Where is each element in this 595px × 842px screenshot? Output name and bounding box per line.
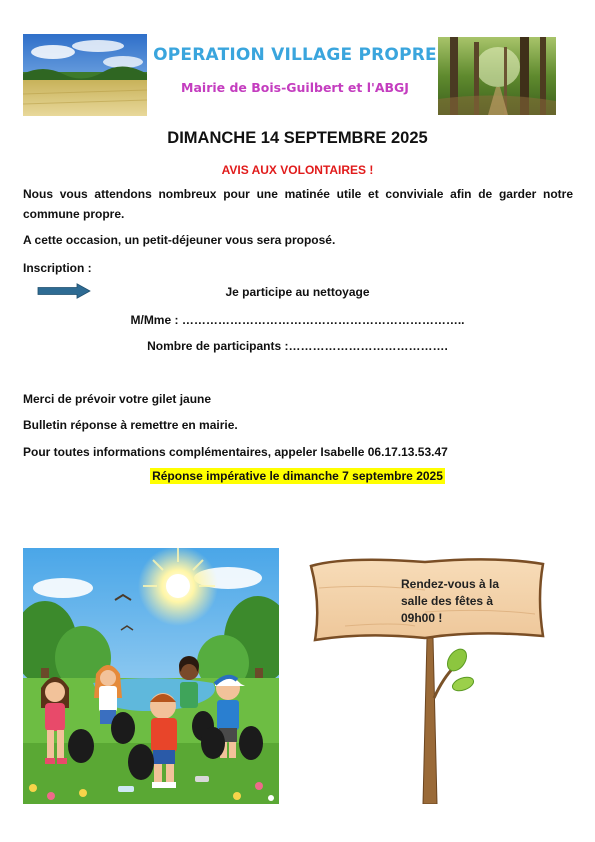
field-landscape-image — [23, 34, 147, 116]
meeting-point-text — [401, 576, 521, 627]
kids-cleanup-illustration — [23, 548, 279, 804]
forest-image — [438, 37, 556, 115]
sign-line-2: salle des fêtes à — [401, 594, 494, 608]
deadline-wrapper — [0, 469, 595, 483]
return-instructions: Bulletin réponse à remettre en mairie. — [23, 418, 238, 432]
deadline-highlight: Réponse impérative le dimanche 7 septembre 2025 — [152, 469, 443, 483]
name-field-line: M/Mme : …………………………………………………………….. — [130, 313, 465, 327]
page-title: OPERATION VILLAGE PROPRE — [153, 45, 437, 65]
event-date: DIMANCHE 14 SEPTEMBRE 2025 — [167, 129, 428, 147]
vest-reminder: Merci de prévoir votre gilet jaune — [23, 392, 212, 406]
breakfast-paragraph: A cette occasion, un petit-déjeuner vous sera proposé. — [23, 233, 336, 247]
participants-field-line: Nombre de participants :…………………………………. — [147, 339, 448, 353]
contact-info: Pour toutes informations complémentaires, appeler Isabelle 06.17.13.53.47 — [23, 445, 448, 459]
organizer-subtitle: Mairie de Bois-Guilbert et l'ABGJ — [181, 80, 409, 95]
sign-line-3: 09h00 ! — [401, 611, 443, 625]
participate-line: Je participe au nettoyage — [225, 285, 370, 299]
inscription-label: Inscription : — [23, 261, 92, 275]
sign-line-1: Rendez-vous à la — [401, 577, 500, 591]
volunteer-notice: AVIS AUX VOLONTAIRES ! — [221, 163, 374, 177]
intro-paragraph: Nous vous attendons nombreux pour une matinée utile et conviviale afin de garder notre commune propre. — [23, 187, 573, 221]
